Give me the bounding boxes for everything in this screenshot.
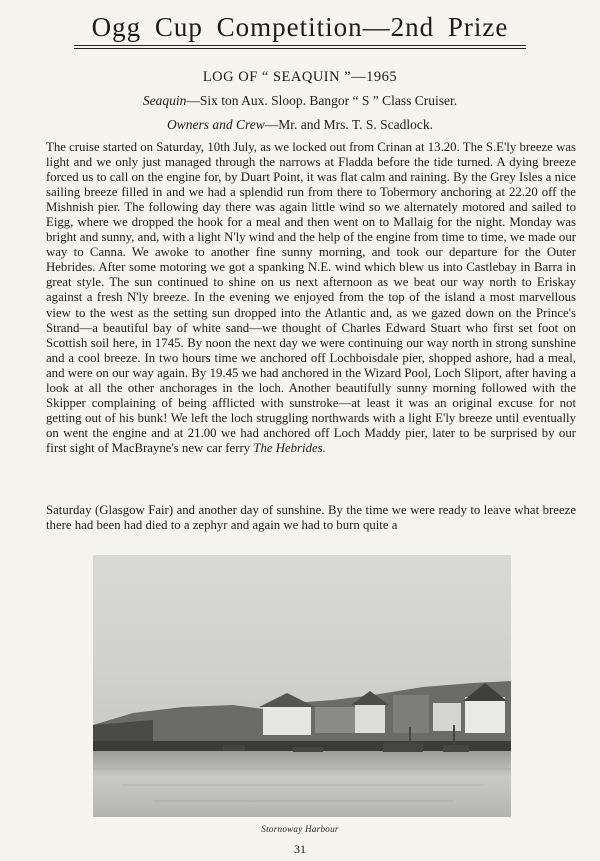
harbour-photo — [93, 555, 511, 817]
paragraph-1-text: The cruise started on Saturday, 10th July, as we locked out from Crinan at 13.20. The S.E'ly breeze was light and we only just managed through the narrows at Fladda before the tide turned. A dying breeze forced us to call on the engine for, by Duart Point, it was flat calm and raining. By the Grey Isles a nice sailing breeze filled in and we had a splendid run from there to Tobermory anchoring at 22.20 off the Mishnish pier. The following day there was again little wind so we alternately motored and sailed to Eigg, where we dropped the hook for a meal and then went on to Mallaig for the night. Monday was bright and sunny, and, with a light N'ly wind and the help of the engine from time to time, we made our way to Canna. We awoke to another fine sunny morning, and took our departure for the Outer Hebrides. After some motoring we got a spanking N.E. wind which blew us into Castlebay in Barra in great style. The sun continued to shine on us next afternoon as we beat our way north to Eriskay against a fresh N'ly breeze. In the evening we enjoyed from the top of the island a most marvellous view to the west as the setting sun dropped into the Atlantic and, as we gazed down on the Prince's Strand—a beautiful bay of white sand—we thought of Charles Edward Stuart who first set foot on Scottish soil here, in 1745. By noon the next day we were continuing our way north in strong sunshine and a cool breeze. In two hours time we anchored off Lochboisdale pier, shopped ashore, had a meal, and were on our way again. By 19.45 we had anchored in the Wizard Pool, Loch Sliport, after having a look at all the other anchorages in the loch. Another beautifully sunny morning followed with the Skipper complaining of being afflicted with sunstroke—at least it was an original excuse for not getting out of his bunk! We left the loch struggling northwards with a light E'ly breeze until eventually on went the engine and at 21.00 we had anchored off Loch Maddy pier, later to be surprised by our first sight of MacBrayne's new car ferry — [46, 140, 576, 455]
boat-description: —Six ton Aux. Sloop. Bangor “ S ” Class Cruiser. — [186, 93, 458, 108]
owners-label: Owners and Crew — [166, 117, 265, 132]
body-paragraph-2: Saturday (Glasgow Fair) and another day of sunshine. By the time we were ready to leave what breeze there had been had died to a zephyr and again we had to burn quite a — [46, 503, 576, 533]
body-paragraph-1 — [46, 140, 576, 456]
owners-value: —Mr. and Mrs. T. S. Scadlock. — [264, 117, 433, 132]
title-underline-top — [74, 45, 526, 46]
log-title: LOG OF “ SEAQUIN ”—1965 — [202, 69, 398, 85]
page-number: 31 — [294, 842, 306, 856]
page-title: Ogg Cup Competition—2nd Prize — [91, 12, 509, 42]
owners-line — [0, 117, 600, 133]
photo-caption: Stornoway Harbour — [261, 824, 339, 834]
ferry-name: The Hebrides. — [253, 440, 326, 455]
boat-line — [0, 93, 600, 109]
title-underline-bottom — [74, 48, 526, 49]
boat-name: Seaquin — [142, 93, 187, 108]
